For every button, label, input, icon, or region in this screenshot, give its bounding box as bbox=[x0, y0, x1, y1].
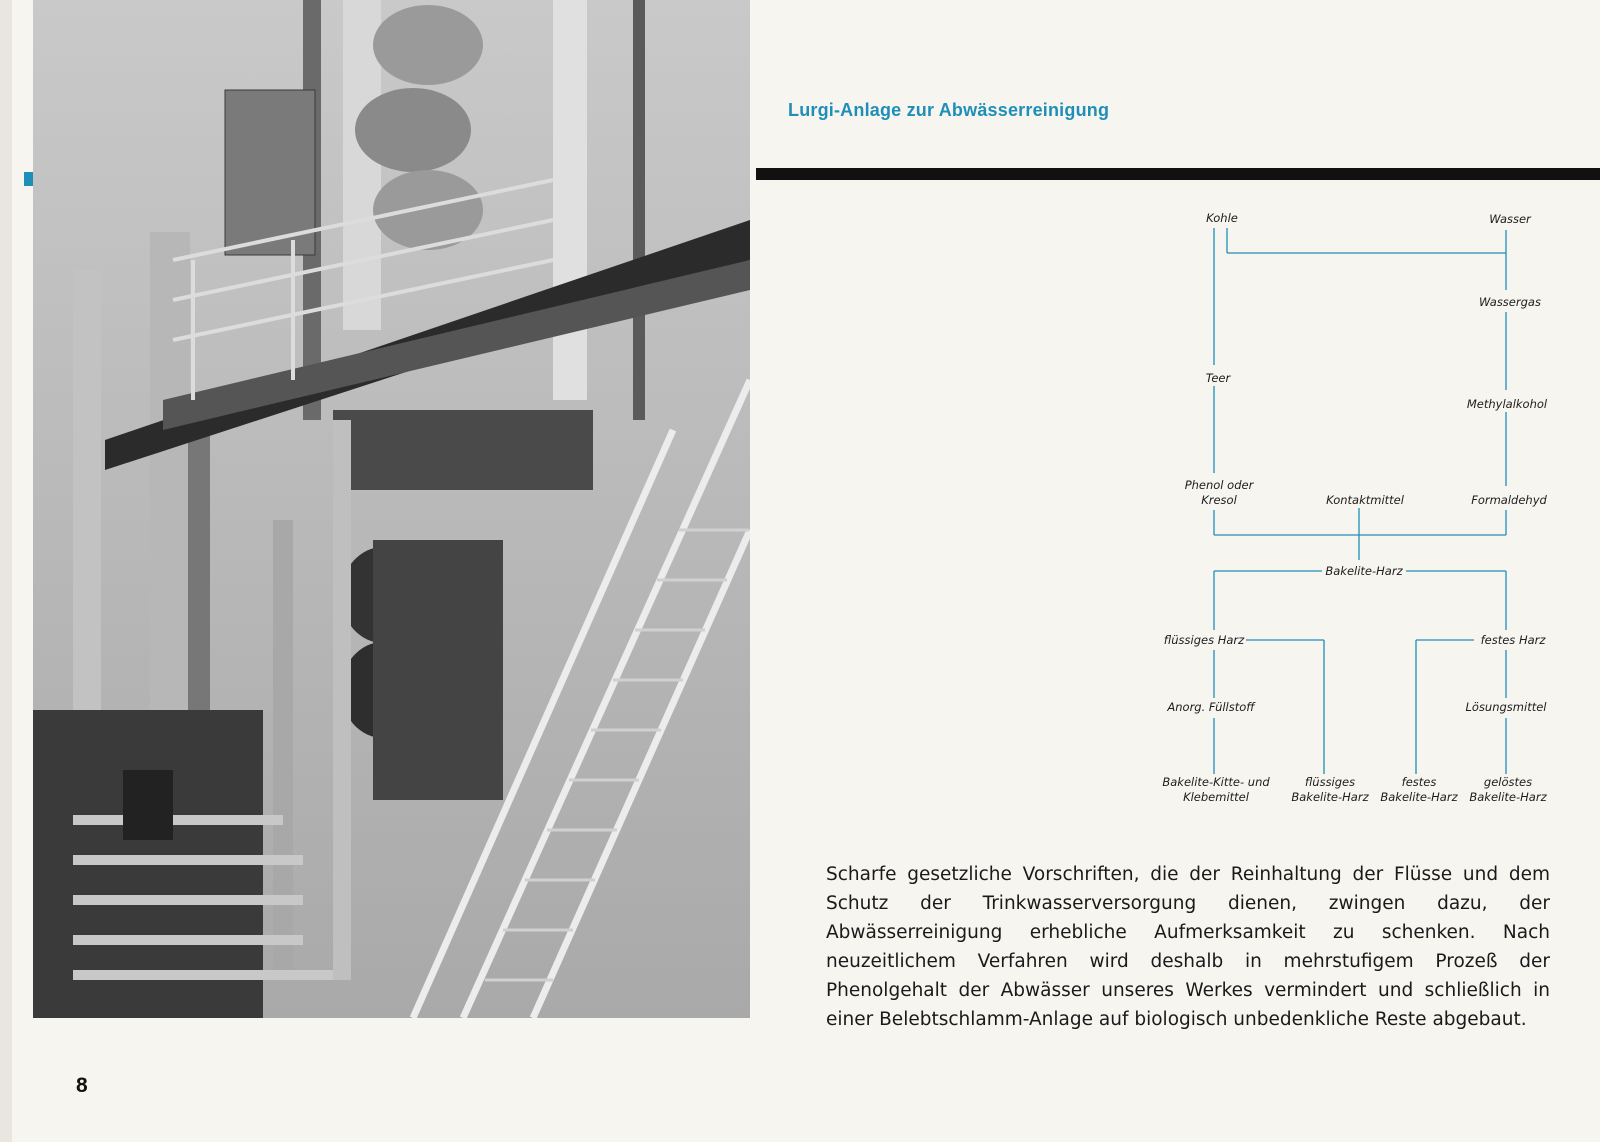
page-number: 8 bbox=[76, 1074, 88, 1097]
node-fluessiges-harz: flüssiges Harz bbox=[1163, 633, 1245, 647]
node-kitte-line1: Bakelite-Kitte- und bbox=[1162, 775, 1270, 789]
node-festes-bakelite-line2: Bakelite-Harz bbox=[1380, 790, 1458, 804]
node-phenol-line2: Kresol bbox=[1201, 493, 1237, 507]
node-kitte-line2: Klebemittel bbox=[1183, 790, 1249, 804]
node-kohle: Kohle bbox=[1206, 211, 1238, 225]
node-fluessiges-bakelite-line1: flüssiges bbox=[1304, 775, 1356, 789]
body-paragraph: Scharfe gesetzliche Vorschriften, die der Reinhaltung der Flüsse und dem Schutz der Trinkwasserversorgung dienen, zwingen dazu, der Abwässerreinigung erhebliche Aufmerksamkeit zu schenken. Nach neuzeitlichem Verfahren wird deshalb in mehrstufigem Prozeß der Phenolgehalt der Abwässer unseres Werkes vermindert und schließlich in einer Belebtschlamm-Anlage auf biologisch unbedenkliche Reste abgebaut. bbox=[826, 864, 1550, 1030]
node-methylalkohol: Methylalkohol bbox=[1466, 397, 1548, 411]
node-bakelite-harz: Bakelite-Harz bbox=[1325, 564, 1403, 578]
node-phenol-line1: Phenol oder bbox=[1184, 478, 1254, 492]
node-kontaktmittel: Kontaktmittel bbox=[1326, 493, 1404, 507]
node-geloestes-line2: Bakelite-Harz bbox=[1469, 790, 1547, 804]
node-wasser: Wasser bbox=[1489, 212, 1531, 226]
node-teer: Teer bbox=[1205, 371, 1231, 385]
figure-caption: Lurgi-Anlage zur Abwässerreinigung bbox=[788, 100, 1110, 120]
node-festes-harz: festes Harz bbox=[1480, 633, 1546, 647]
node-geloestes-line1: gelöstes bbox=[1483, 775, 1533, 789]
node-formaldehyd: Formaldehyd bbox=[1471, 493, 1547, 507]
node-loesungsmittel: Lösungsmittel bbox=[1465, 700, 1547, 714]
node-anorg-fuellstoff: Anorg. Füllstoff bbox=[1167, 700, 1255, 714]
node-fluessiges-bakelite-line2: Bakelite-Harz bbox=[1291, 790, 1369, 804]
node-wassergas: Wassergas bbox=[1479, 295, 1541, 309]
node-festes-bakelite-line1: festes bbox=[1401, 775, 1437, 789]
